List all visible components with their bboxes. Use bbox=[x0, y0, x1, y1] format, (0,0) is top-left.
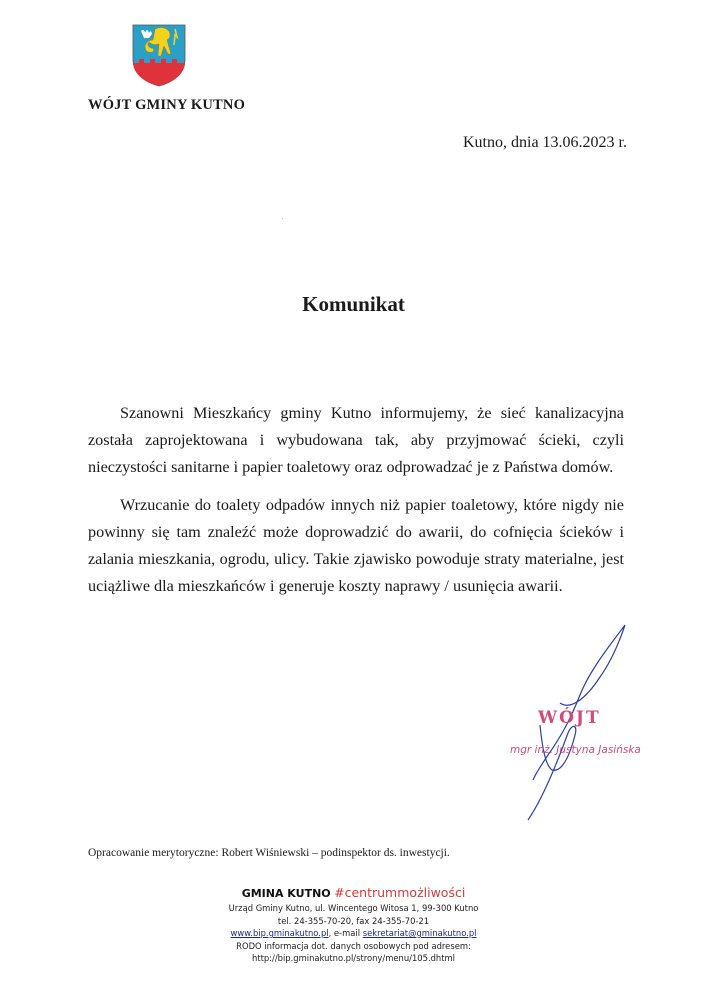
paragraph: Wrzucanie do toalety odpadów innych niż papier toaletowy, które nigdy nie powinny się tam znaleźć może doprowadzić do awarii, do cofnięcia ścieków i zalania mieszkania, ogrodu, ulicy. Takie zjawisko powoduje straty materialne, jest uciążliwe dla mieszkańców i generuje koszty naprawy / usunięcia awarii. bbox=[88, 496, 624, 595]
footer-rodo: RODO informacja dot. danych osobowych pod adresem: bbox=[236, 940, 471, 951]
organization-name: WÓJT GMINY KUTNO bbox=[88, 97, 246, 113]
website-link[interactable]: www.bip.gminakutno.pl bbox=[230, 928, 329, 938]
footer-contact bbox=[0, 927, 707, 940]
footer-phone: tel. 24-355-70-20, fax 24-355-70-21 bbox=[277, 915, 430, 926]
footer-brand bbox=[0, 884, 707, 902]
document-body bbox=[88, 400, 624, 611]
scan-speck bbox=[282, 218, 283, 219]
email-link[interactable]: sekretariat@gminakutno.pl bbox=[362, 928, 477, 938]
stamp-name: mgr inż. Justyna Jasińska bbox=[510, 744, 641, 756]
document-date: Kutno, dnia 13.06.2023 r. bbox=[463, 134, 627, 151]
coat-of-arms-logo bbox=[131, 23, 187, 87]
paragraph: Szanowni Mieszkańcy gminy Kutno informujemy, że sieć kanalizacyjna została zaprojektowana i wybudowana tak, aby przyjmować ścieki, czyli nieczystości sanitarne i papier toaletowy oraz odprowadzać je z Państwa domów. bbox=[88, 404, 624, 476]
footer-rodo-url: http://bip.gminakutno.pl/strony/menu/105.dhtml bbox=[251, 953, 456, 963]
email-label: , e-mail bbox=[328, 928, 363, 938]
stamp-title: WÓJT bbox=[538, 708, 601, 728]
footer-address: Urząd Gminy Kutno, ul. Wincentego Witosa 1, 99-300 Kutno bbox=[228, 903, 479, 913]
footer-hashtag: #centrummożliwości bbox=[334, 885, 466, 900]
letterhead-footer bbox=[0, 884, 707, 965]
document-title: Komunikat bbox=[302, 292, 405, 316]
prepared-by-note: Opracowanie merytoryczne: Robert Wiśniewski – podinspektor ds. inwestycji. bbox=[88, 847, 450, 859]
footer-brand-name: GMINA KUTNO bbox=[241, 887, 331, 900]
